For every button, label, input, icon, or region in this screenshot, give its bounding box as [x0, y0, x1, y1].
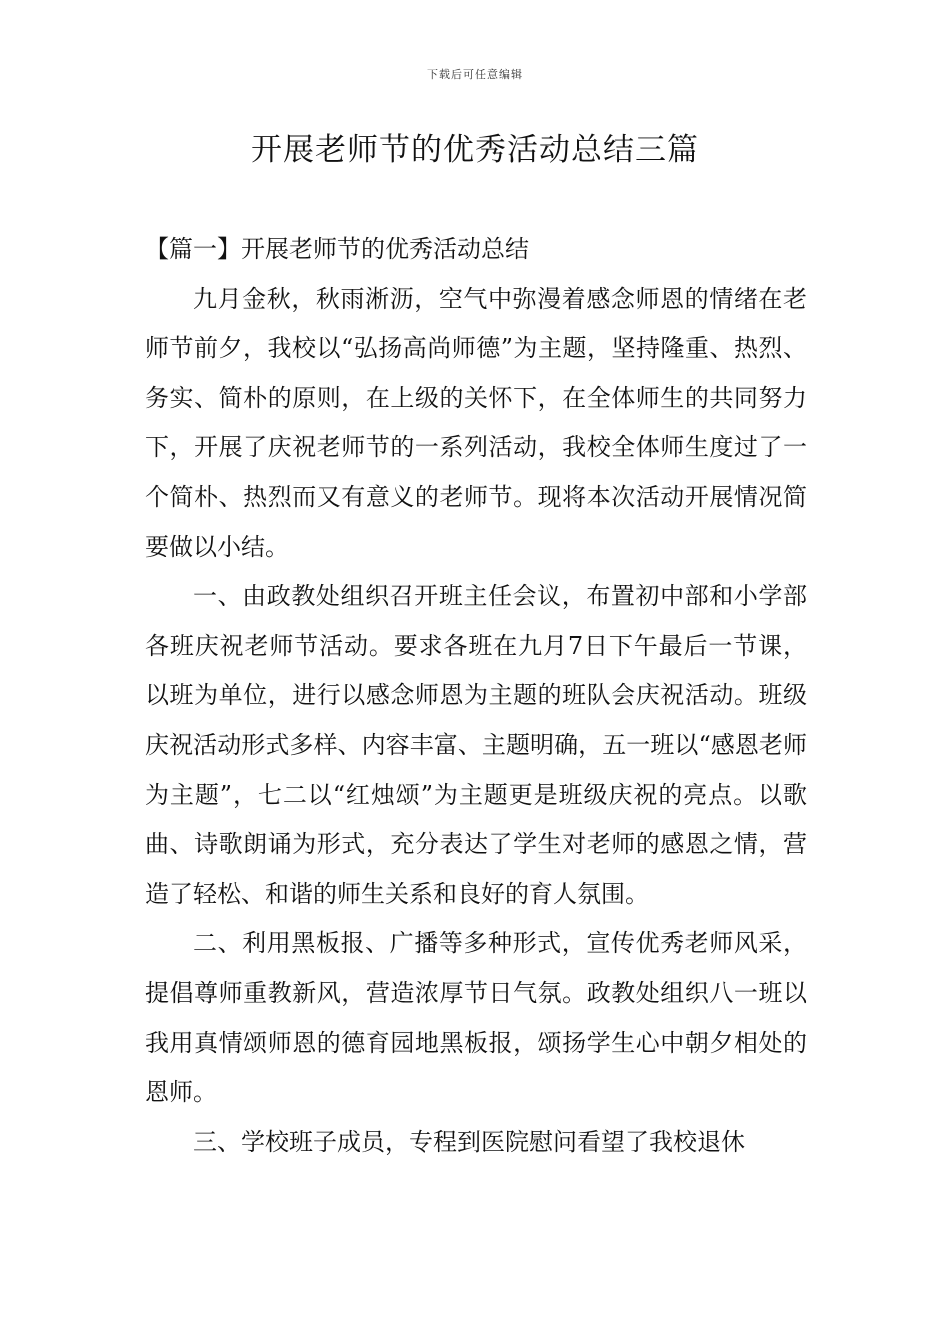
paragraph-item-2: 二、利用黑板报、广播等多种形式，宣传优秀老师风采，提倡尊师重教新风，营造浓厚节日气氛。政教处组织八一班以我用真情颂师恩的德育园地黑板报，颂扬学生心中朝夕相处的恩师。	[145, 929, 807, 1107]
page-header-note: 下载后可任意编辑	[427, 68, 523, 81]
paragraph-intro: 九月金秋，秋雨淅沥，空气中弥漫着感念师恩的情绪在老师节前夕，我校以“弘扬高尚师德”为主题，坚持隆重、热烈、务实、简朴的原则，在上级的关怀下，在全体师生的共同努力下，开展了庆祝老师节的一系列活动，我校全体师生度过了一个简朴、热烈而又有意义的老师节。现将本次活动开展情况简要做以小结。	[145, 284, 807, 561]
section-heading: 【篇一】开展老师节的优秀活动总结	[145, 235, 529, 263]
paragraph-item-1: 一、由政教处组织召开班主任会议，布置初中部和小学部各班庆祝老师节活动。要求各班在九月7日下午最后一节课，以班为单位，进行以感念师恩为主题的班队会庆祝活动。班级庆祝活动形式多样、内容丰富、主题明确，五一班以“感恩老师为主题”，七二以“红烛颂”为主题更是班级庆祝的亮点。以歌曲、诗歌朗诵为形式，充分表达了学生对老师的感恩之情，营造了轻松、和谐的师生关系和良好的育人氛围。	[145, 582, 807, 908]
paragraph-item-3: 三、学校班子成员，专程到医院慰问看望了我校退休	[193, 1127, 745, 1156]
document-title: 开展老师节的优秀活动总结三篇	[251, 132, 699, 168]
document-body	[145, 225, 807, 1167]
